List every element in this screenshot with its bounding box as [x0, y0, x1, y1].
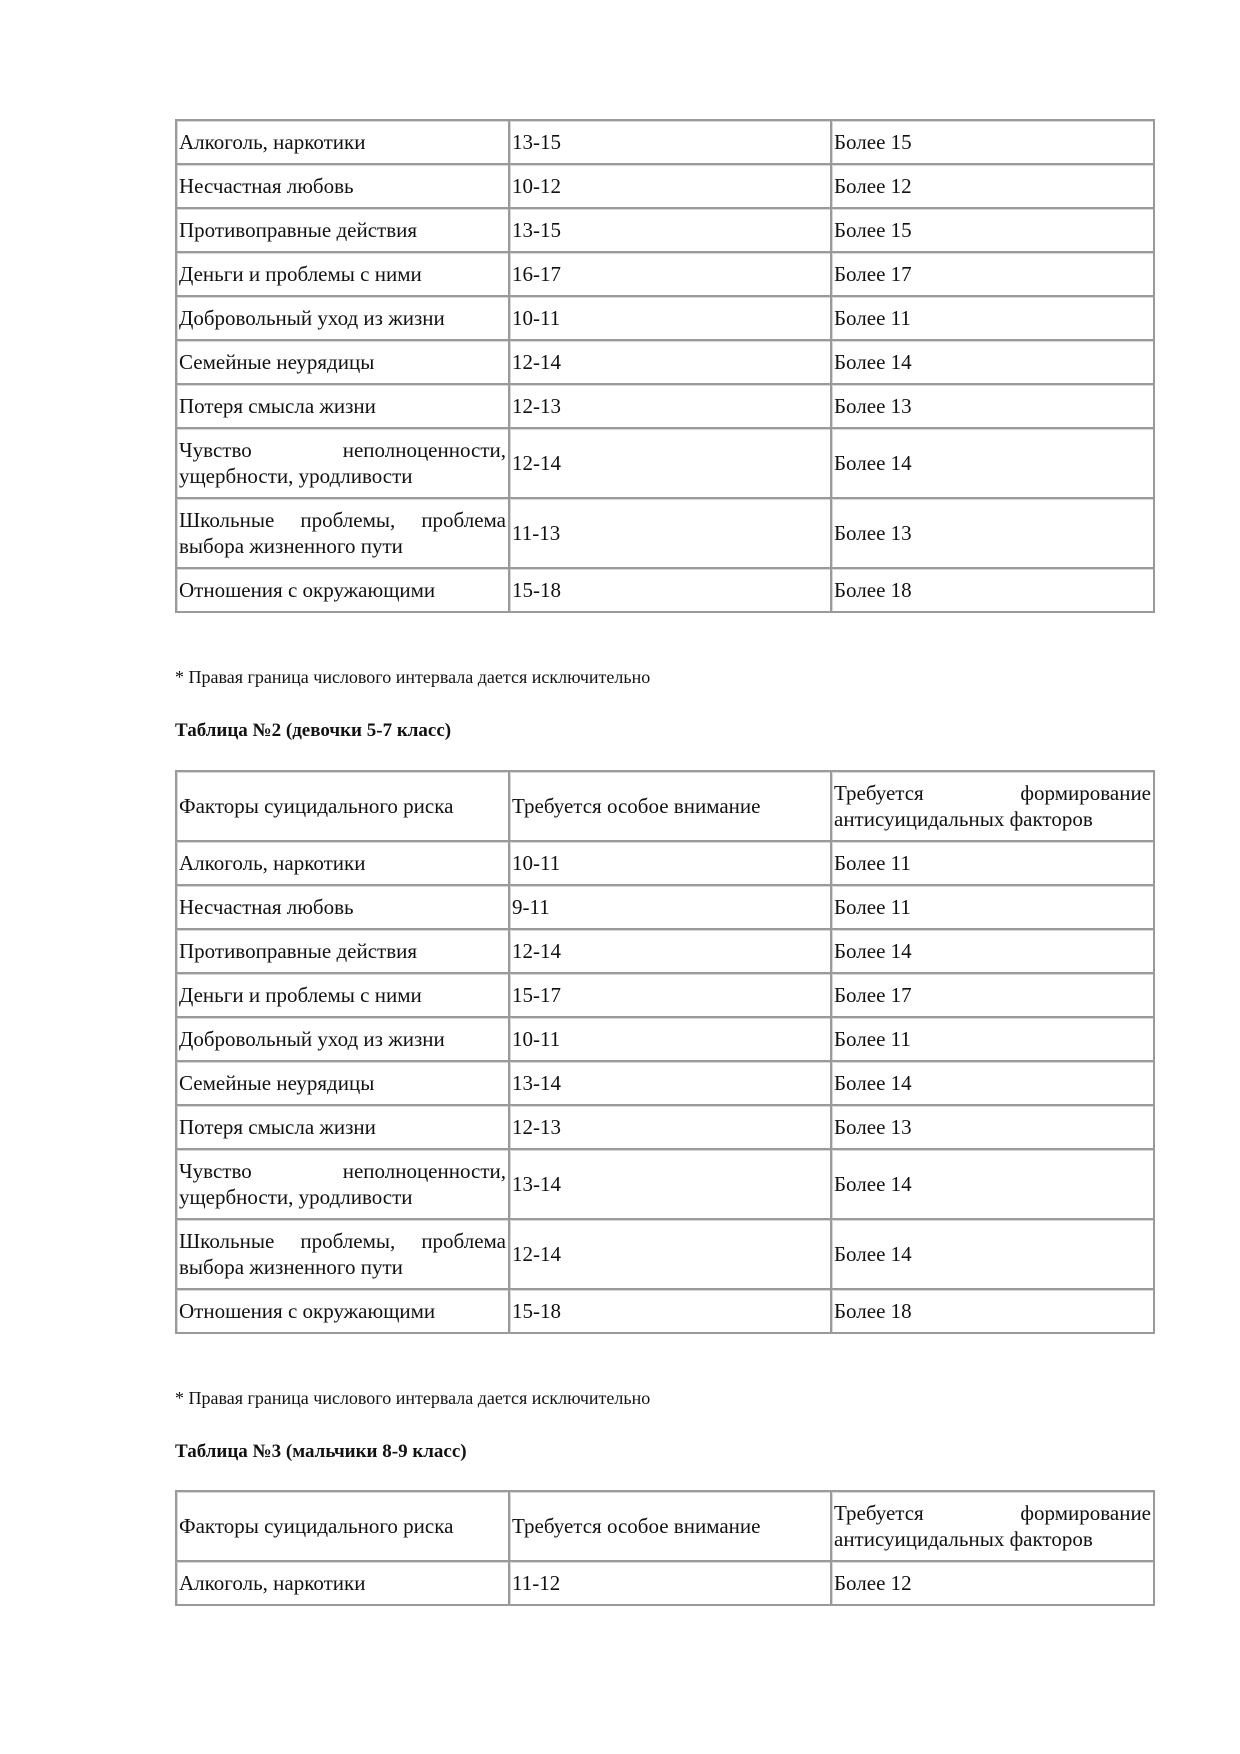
header-cell-attention: Требуется особое внимание: [509, 1491, 831, 1561]
header-cell-attention: Требуется особое внимание: [509, 771, 831, 841]
attention-range-cell: 12-14: [509, 1219, 831, 1289]
attention-range-cell: 10-11: [509, 841, 831, 885]
formation-threshold-cell: Более 18: [831, 568, 1154, 612]
factor-cell: Потеря смысла жизни: [176, 1105, 509, 1149]
table-row: [176, 841, 1154, 885]
formation-threshold-cell: Более 12: [831, 1561, 1154, 1605]
formation-threshold-cell: Более 14: [831, 428, 1154, 498]
factor-cell: Семейные неурядицы: [176, 340, 509, 384]
attention-range-cell: 13-15: [509, 120, 831, 164]
table-2-caption: Таблица №2 (девочки 5-7 класс): [175, 720, 452, 741]
header-line-2: антисуицидальных факторов: [834, 1527, 1093, 1551]
footnote: * Правая граница числового интервала дается исключительно: [175, 1388, 651, 1408]
attention-range-cell: 16-17: [509, 252, 831, 296]
formation-threshold-cell: Более 13: [831, 384, 1154, 428]
formation-threshold-cell: Более 15: [831, 208, 1154, 252]
formation-threshold-cell: Более 17: [831, 252, 1154, 296]
attention-range-cell: 11-12: [509, 1561, 831, 1605]
factor-cell: Противоправные действия: [176, 208, 509, 252]
header-cell-formation: [831, 771, 1154, 841]
table-row: [176, 929, 1154, 973]
header-cell-formation: [831, 1491, 1154, 1561]
table-row: [176, 973, 1154, 1017]
attention-range-cell: 15-18: [509, 568, 831, 612]
factor-line-2: ущербности, уродливости: [179, 464, 413, 488]
formation-threshold-cell: Более 11: [831, 1017, 1154, 1061]
table-row: [176, 1105, 1154, 1149]
factor-cell: Потеря смысла жизни: [176, 384, 509, 428]
attention-range-cell: 9-11: [509, 885, 831, 929]
table-row: [176, 1289, 1154, 1333]
factor-line-1: Чувство неполноценности,: [179, 1159, 506, 1183]
table-row: [176, 885, 1154, 929]
factor-cell: [176, 498, 509, 568]
header-cell-factors: Факторы суицидального риска: [176, 1491, 509, 1561]
table-row: [176, 296, 1154, 340]
table-row: [176, 1219, 1154, 1289]
table-row: [176, 428, 1154, 498]
header-line-1: Требуется формирование: [834, 1501, 1151, 1525]
factor-line-1: Чувство неполноценности,: [179, 438, 506, 462]
factor-cell: [176, 1219, 509, 1289]
formation-threshold-cell: Более 15: [831, 120, 1154, 164]
attention-range-cell: 12-14: [509, 929, 831, 973]
factor-cell: [176, 1149, 509, 1219]
factor-cell: [176, 428, 509, 498]
table-3: [175, 1490, 1155, 1606]
footnote: * Правая граница числового интервала дается исключительно: [175, 667, 651, 687]
table-row: [176, 1149, 1154, 1219]
table-row: [176, 1561, 1154, 1605]
header-line-1: Требуется формирование: [834, 781, 1151, 805]
table-row: [176, 1017, 1154, 1061]
header-line-2: антисуицидальных факторов: [834, 807, 1093, 831]
factor-line-1: Школьные проблемы, проблема: [179, 508, 506, 532]
factor-line-1: Школьные проблемы, проблема: [179, 1229, 506, 1253]
factor-cell: Отношения с окружающими: [176, 568, 509, 612]
attention-range-cell: 11-13: [509, 498, 831, 568]
table-row: [176, 1061, 1154, 1105]
attention-range-cell: 10-11: [509, 296, 831, 340]
attention-range-cell: 15-17: [509, 973, 831, 1017]
table-header-row: [176, 771, 1154, 841]
factor-cell: Деньги и проблемы с ними: [176, 973, 509, 1017]
formation-threshold-cell: Более 14: [831, 929, 1154, 973]
factor-line-2: ущербности, уродливости: [179, 1185, 413, 1209]
table-row: [176, 340, 1154, 384]
attention-range-cell: 12-14: [509, 340, 831, 384]
factor-cell: Несчастная любовь: [176, 885, 509, 929]
attention-range-cell: 13-14: [509, 1061, 831, 1105]
factor-cell: Деньги и проблемы с ними: [176, 252, 509, 296]
formation-threshold-cell: Более 14: [831, 340, 1154, 384]
table-row: [176, 498, 1154, 568]
attention-range-cell: 10-11: [509, 1017, 831, 1061]
factor-cell: Семейные неурядицы: [176, 1061, 509, 1105]
formation-threshold-cell: Более 11: [831, 885, 1154, 929]
attention-range-cell: 12-13: [509, 384, 831, 428]
table-row: [176, 164, 1154, 208]
factor-cell: Противоправные действия: [176, 929, 509, 973]
attention-range-cell: 12-13: [509, 1105, 831, 1149]
factor-line-2: выбора жизненного пути: [179, 1255, 403, 1279]
attention-range-cell: 13-14: [509, 1149, 831, 1219]
attention-range-cell: 12-14: [509, 428, 831, 498]
factor-cell: Алкоголь, наркотики: [176, 841, 509, 885]
formation-threshold-cell: Более 14: [831, 1149, 1154, 1219]
formation-threshold-cell: Более 18: [831, 1289, 1154, 1333]
table-1: [175, 119, 1155, 613]
factor-cell: Несчастная любовь: [176, 164, 509, 208]
table-row: [176, 208, 1154, 252]
header-cell-factors: Факторы суицидального риска: [176, 771, 509, 841]
factor-cell: Алкоголь, наркотики: [176, 120, 509, 164]
formation-threshold-cell: Более 13: [831, 1105, 1154, 1149]
table-row: [176, 120, 1154, 164]
table-row: [176, 252, 1154, 296]
table-header-row: [176, 1491, 1154, 1561]
table-3-caption: Таблица №3 (мальчики 8-9 класс): [175, 1441, 467, 1462]
formation-threshold-cell: Более 11: [831, 296, 1154, 340]
formation-threshold-cell: Более 12: [831, 164, 1154, 208]
formation-threshold-cell: Более 13: [831, 498, 1154, 568]
table-2: [175, 770, 1155, 1334]
formation-threshold-cell: Более 11: [831, 841, 1154, 885]
formation-threshold-cell: Более 14: [831, 1061, 1154, 1105]
factor-cell: Алкоголь, наркотики: [176, 1561, 509, 1605]
factor-cell: Добровольный уход из жизни: [176, 296, 509, 340]
table-row: [176, 384, 1154, 428]
attention-range-cell: 10-12: [509, 164, 831, 208]
attention-range-cell: 15-18: [509, 1289, 831, 1333]
factor-cell: Добровольный уход из жизни: [176, 1017, 509, 1061]
formation-threshold-cell: Более 17: [831, 973, 1154, 1017]
formation-threshold-cell: Более 14: [831, 1219, 1154, 1289]
factor-cell: Отношения с окружающими: [176, 1289, 509, 1333]
table-row: [176, 568, 1154, 612]
attention-range-cell: 13-15: [509, 208, 831, 252]
factor-line-2: выбора жизненного пути: [179, 534, 403, 558]
